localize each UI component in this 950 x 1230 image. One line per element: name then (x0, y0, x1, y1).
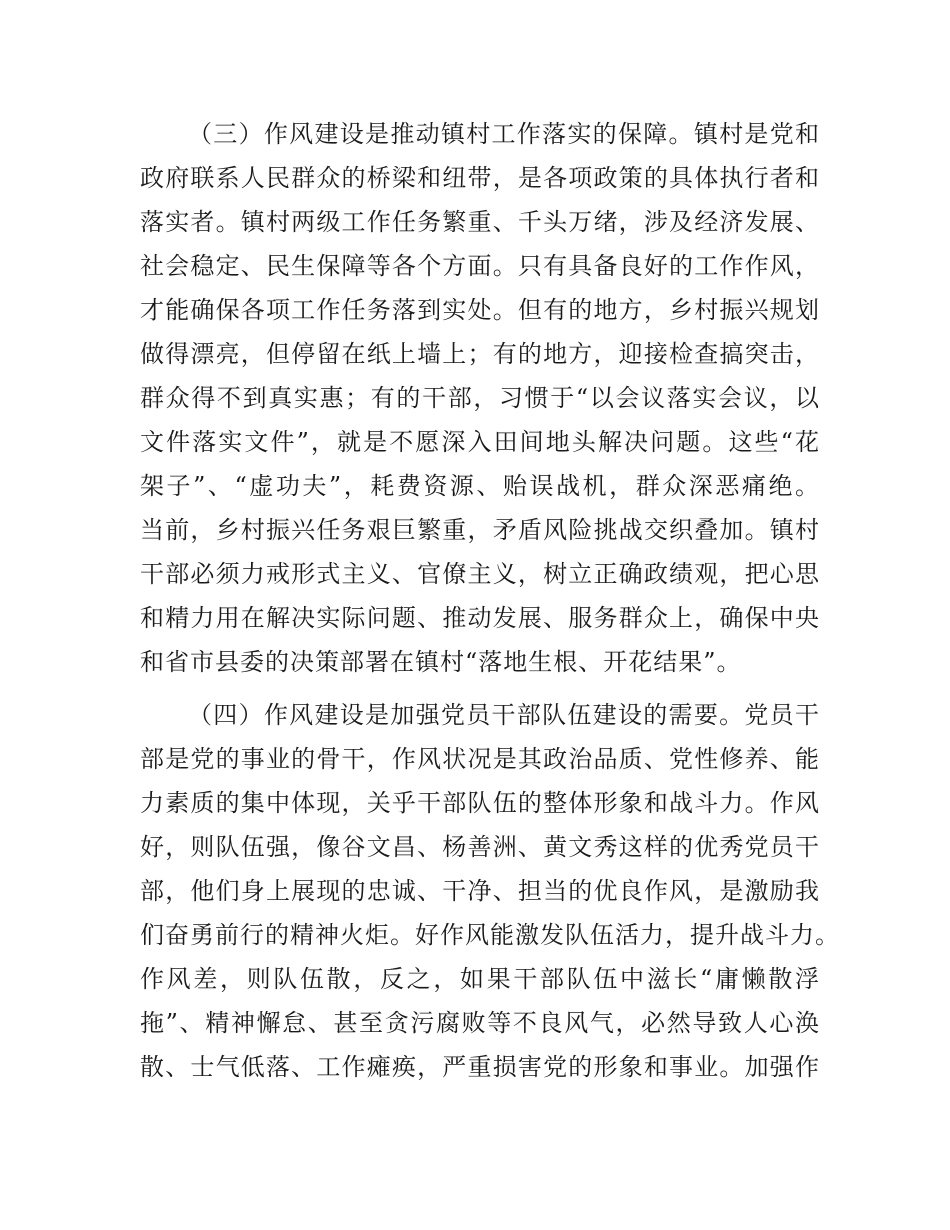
paragraph-line: 好，则队伍强，像谷文昌、杨善洲、黄文秀这样的优秀党员干 (140, 833, 820, 861)
paragraph-section-four (140, 693, 840, 1089)
paragraph-line: 部，他们身上展现的忠诚、干净、担当的优良作风，是激励我 (140, 877, 820, 905)
paragraph-line: （三）作风建设是推动镇村工作落实的保障。镇村是党和 (188, 120, 820, 148)
paragraph-line: 文件落实文件”，就是不愿深入田间地头解决问题。这些“花 (140, 428, 820, 456)
paragraph-line: 部是党的事业的骨干，作风状况是其政治品质、党性修养、能 (140, 745, 820, 773)
paragraph-line: 当前，乡村振兴任务艰巨繁重，矛盾风险挑战交织叠加。镇村 (140, 516, 820, 544)
paragraph-line: 做得漂亮，但停留在纸上墙上；有的地方，迎接检查搞突击， (140, 340, 820, 368)
paragraph-line: （四）作风建设是加强党员干部队伍建设的需要。党员干 (188, 701, 820, 729)
paragraph-line: 拖”、精神懈怠、甚至贪污腐败等不良风气，必然导致人心涣 (140, 1009, 820, 1037)
paragraph-line: 散、士气低落、工作瘫痪，严重损害党的形象和事业。加强作 (140, 1053, 820, 1081)
paragraph-line: 和精力用在解决实际问题、推动发展、服务群众上，确保中央 (140, 604, 820, 632)
paragraph-line: 们奋勇前行的精神火炬。好作风能激发队伍活力，提升战斗力。 (140, 921, 840, 949)
paragraph-section-three (140, 112, 820, 684)
paragraph-line: 社会稳定、民生保障等各个方面。只有具备良好的工作作风， (140, 252, 820, 280)
paragraph-line: 和省市县委的决策部署在镇村“落地生根、开花结果”。 (140, 648, 742, 676)
paragraph-line: 作风差，则队伍散，反之，如果干部队伍中滋长“庸懒散浮 (140, 965, 820, 993)
paragraph-line: 政府联系人民群众的桥梁和纽带，是各项政策的具体执行者和 (140, 164, 820, 192)
paragraph-line: 干部必须力戒形式主义、官僚主义，树立正确政绩观，把心思 (140, 560, 820, 588)
paragraph-line: 力素质的集中体现，关乎干部队伍的整体形象和战斗力。作风 (140, 789, 820, 817)
paragraph-line: 群众得不到真实惠；有的干部，习惯于“以会议落实会议，以 (140, 384, 820, 412)
paragraph-line: 落实者。镇村两级工作任务繁重、千头万绪，涉及经济发展、 (140, 208, 820, 236)
paragraph-line: 才能确保各项工作任务落到实处。但有的地方，乡村振兴规划 (140, 296, 820, 324)
paragraph-line: 架子”、“虚功夫”，耗费资源、贻误战机，群众深恶痛绝。 (140, 472, 820, 500)
